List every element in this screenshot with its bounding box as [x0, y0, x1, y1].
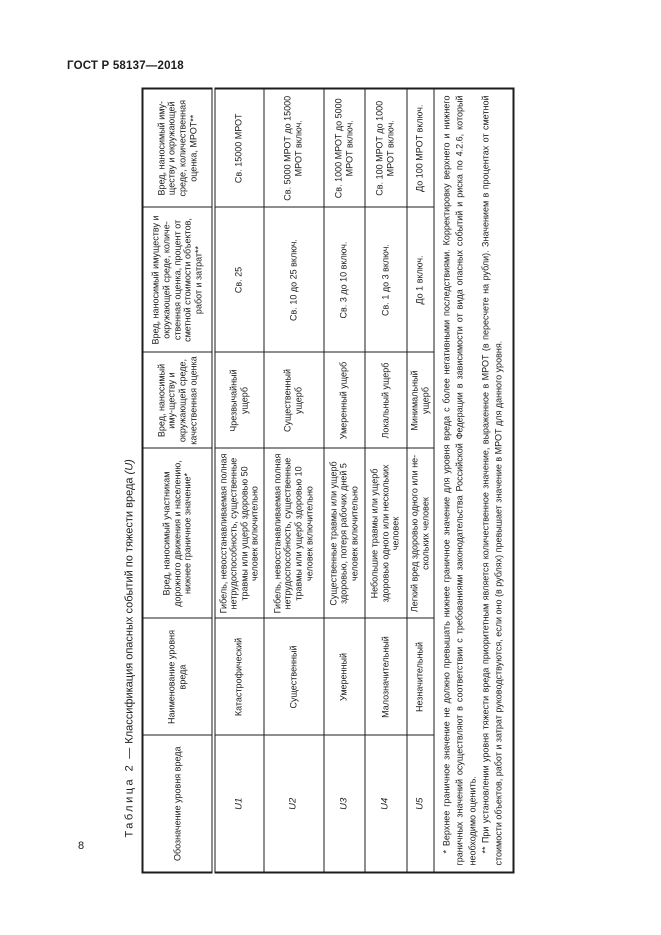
table-title-text: Классификация опасных событий по тяжести вреда: [123, 477, 135, 744]
qualitative-cell: Существенный ущерб: [263, 352, 323, 448]
mrot-cell: Св. 15000 МРОТ: [213, 88, 263, 207]
qualitative-cell: Локальный ущерб: [364, 352, 406, 448]
designation-cell: U3: [323, 735, 364, 872]
mrot-cell: Св. 1000 МРОТ до 5000 МРОТ включ.: [323, 88, 364, 207]
name-cell: Катастрофический: [213, 618, 263, 735]
percent-cell: До 1 включ.: [406, 207, 433, 352]
qualitative-cell: Умеренный ущерб: [323, 352, 364, 448]
column-header-percent: Вред, наносимый имуществу и окружающей среде, количе-ственная оценка, процент от сметной стоимости объектов, работ и затрат**: [142, 207, 213, 352]
harm-people-cell: Гибель, невосстанавливаемая полная нетрудоспособность, существенные травмы или ущерб здоровью 10 человек включительно: [263, 448, 323, 618]
harm-people-cell: Гибель, невосстанавливаемая полная нетрудоспособность, существенные травмы или ущерб здоровью 50 человек включительно: [213, 448, 263, 618]
mrot-cell: Св. 100 МРОТ до 1000 МРОТ включ.: [364, 88, 406, 207]
mrot-cell: До 100 МРОТ включ.: [406, 88, 433, 207]
table-title-label: Таблица 2: [123, 762, 135, 837]
footnotes-row: [433, 88, 513, 872]
rotated-table-block: [123, 88, 533, 873]
harm-people-cell: Существенные травмы или ущерб здоровью, потеря рабочих дней 5 человек включительно: [323, 448, 364, 618]
name-cell: Незначительный: [406, 618, 433, 735]
table-row-u1: [213, 88, 263, 872]
harm-people-cell: Легкий вред здоровью одного или не-скольких человек: [406, 448, 433, 618]
table-title-dash: —: [123, 747, 135, 759]
column-header-designation: Обозначение уровня вреда: [142, 735, 213, 872]
percent-cell: Св. 10 до 25 включ.: [263, 207, 323, 352]
mrot-cell: Св. 5000 МРОТ до 15000 МРОТ включ.: [263, 88, 323, 207]
harm-classification-table: [141, 87, 514, 873]
table-title: [123, 88, 135, 873]
table-row-u3: [323, 88, 364, 872]
harm-people-cell: Небольшие травмы или ущерб здоровью одного или нескольких человек: [364, 448, 406, 618]
footnote-2: ** При установлении уровня тяжести вреда приоритетным является количественное значение, выраженное в МРОТ (в пересчете на рубли). Значением в процентах от сметной стоимости объектов, работ и затрат руководствуются, если оно (в рублях) превышает значение в МРОТ для данного уровня.: [480, 95, 504, 865]
table-footnotes: [433, 88, 513, 872]
designation-cell: U2: [263, 735, 323, 872]
designation-cell: U4: [364, 735, 406, 872]
column-header-harm-people: Вред, наносимый участникам дорожного движения и населению, нижнее граничное значение*: [142, 448, 213, 618]
designation-cell: U1: [213, 735, 263, 872]
page-number: 8: [78, 840, 85, 852]
table-title-symbol: (U): [123, 458, 135, 474]
table-row-u4: [364, 88, 406, 872]
table-row-u5: [406, 88, 433, 872]
designation-cell: U5: [406, 735, 433, 872]
document-header: ГОСТ Р 58137—2018: [67, 60, 184, 72]
column-header-qualitative: Вред, наносимый иму-ществу и окружающей среде, качественная оценка: [142, 352, 213, 448]
qualitative-cell: Минимальный ущерб: [406, 352, 433, 448]
header-row: [142, 88, 213, 872]
column-header-name: Наименование уровня вреда: [142, 618, 213, 735]
percent-cell: Св. 3 до 10 включ.: [323, 207, 364, 352]
table-row-u2: [263, 88, 323, 872]
column-header-mrot: Вред, наносимый иму-ществу и окружающей среде, количественная оценка, МРОТ**: [142, 88, 213, 207]
name-cell: Существенный: [263, 618, 323, 735]
qualitative-cell: Чрезвычайный ущерб: [213, 352, 263, 448]
name-cell: Умеренный: [323, 618, 364, 735]
percent-cell: Св. 1 до 3 включ.: [364, 207, 406, 352]
footnote-1: * Верхнее граничное значение не должно превышать нижнее граничное значение для уровня вреда с более негативными последствиями. Корректировку верхнего и нижнего граничных значений осуществляют в соответствии с требованиями законодательства Российской Федерации в зависимости от вида опасных событий и риска по 4.2.6, который необходимо оценить.: [441, 95, 478, 865]
name-cell: Малозначительный: [364, 618, 406, 735]
percent-cell: Св. 25: [213, 207, 263, 352]
